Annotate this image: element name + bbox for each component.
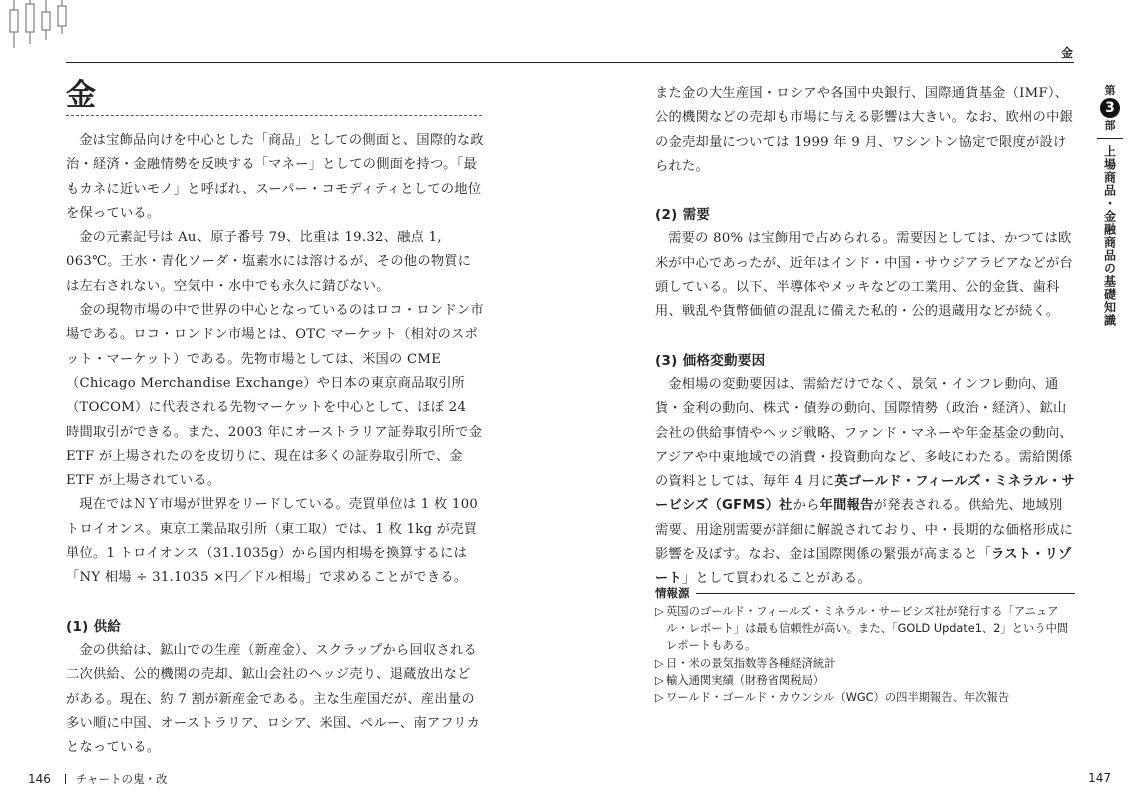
paragraph: また金の大生産国・ロシアや各国中央銀行、国際通貨基金（IMF）、公的機関などの売却も市場に与える影響は大きい。なお、欧州の中銀の金売却量については 1999 年 9 月、ワシントン協定で限度が設けられた。 [655,86,1074,174]
header-rule [66,62,1074,63]
left-column [66,129,484,760]
sources-box [655,585,1075,706]
part-number-badge: 3 [1100,98,1120,118]
triangle-bullet-icon: ▷ [655,691,664,705]
section-heading-factors: (3) 価格変動要因 [655,352,766,369]
page-number-right: 147 [1088,771,1111,785]
section-heading-supply: (1) 供給 [66,618,122,635]
keyword-annual-report: 年間報告 [819,498,874,514]
list-item: ▷ ワールド・ゴールド・カウンシル（WGC）の四半期報告、年次報告 [655,689,1075,706]
paragraph: 需要の 80% は宝飾用で占められる。需要因としては、かつては欧米が中心であったが、近年はインド・中国・サウジアラビアなどが台頭している。以下、半導体やメッキなどの工業用、公的金貨、歯科用、戦乱や貨幣価値の混乱に備えた私的・公的退蔵用などが続く。 [655,231,1073,320]
page-title: 金 [66,78,96,113]
part-side-tab: 第 3 部 上場商品・金融商品の基礎知識 [1094,84,1126,327]
running-header: 金 [1060,46,1073,60]
candlestick-decoration [0,0,80,52]
list-item: ▷ 日・米の景気指数等各種経済統計 [655,655,1075,672]
keyword-last-resort: ラスト・リゾート [655,547,1072,587]
triangle-bullet-icon: ▷ [655,605,664,618]
page-number-left: 146 [28,772,51,786]
list-item: ▷ 輸入通関実績（財務省関税局） [655,672,1075,689]
right-column [655,82,1075,592]
paragraph: 現在ではＮＹ市場が世界をリードしている。売買単位は 1 枚 100 トロイオンス。東京工業品取引所（東工取）では、1 枚 1kg が売買単位。1 トロイオンス（31.1035g）から国内相場を換算するには「NY 相場 ÷ 31.1035 ×円／ドル相場」で求めることができる。 [66,497,479,586]
paragraph: 金の供給は、鉱山での生産（新産金）、スクラップから回収される二次供給、公的機関の売却、鉱山会社のヘッジ売り、退蔵放出などがある。現在、約 7 割が新産金である。主な生産国だが、産出量の多い順に中国、オーストラリア、ロシア、米国、ペルー、南アフリカとなっている。 [66,642,481,756]
list-item: ▷ 英国のゴールド・フィールズ・ミネラル・サービシズ社が発行する「アニュアル・レポート」は最も信頼性が高い。また、「GOLD Update1、2」という中間レポートもある。 [655,605,1069,653]
paragraph: 金の元素記号は Au、原子番号 79、比重は 19.32、融点 1, 063℃。王水・青化ソーダ・塩素水には溶けるが、その他の物質には左右されない。空気中・水中でも永久に錆びない。 [66,230,472,294]
section-heading-demand: (2) 需要 [655,207,711,224]
sources-heading: 情報源 [655,586,690,600]
paragraph-factors: 金相場の変動要因は、需給だけでなく、景気・インフレ動向、通貨・金利の動向、株式・債券の動向、国際情勢（政治・経済）、鉱山会社の供給事情やヘッジ戦略、ファンド・マネーや年金基金の動向、アジアや中東地域での消費・投資動向など、多岐にわたる。需給関係の資料としては、毎年 4 月に英ゴールド・フィールズ・ミネラル・サービシズ（GFMS）社から年間報告が発表される。供給先、地域別需要、用途別需要が詳細に解説されており、中・長期的な価格形成に影響を及ぼす。なお、金は国際関係の緊張が高まると「ラスト・リゾート」として買われることがある。 [655,376,1075,587]
footer-left [28,771,168,787]
triangle-bullet-icon: ▷ [655,673,664,687]
triangle-bullet-icon: ▷ [655,656,664,670]
paragraph: 金の現物市場の中で世界の中心となっているのはロコ・ロンドン市場である。ロコ・ロンドン市場とは、OTC マーケット（相対のスポット・マーケット）である。先物市場としては、米国の CME（Chicago Merchandise Exchange）や日本の東京商品取引所（TOCOM）に代表される先物マーケットを中心として、ほぼ 24 時間取引ができる。また、2003 年にオーストラリア証券取引所で金 ETF が上場されたのを皮切りに、現在は多くの証券取引所で、金 ETF が上場されている。 [66,303,484,489]
title-dashed-rule [66,115,482,116]
book-title: チャートの鬼・改 [75,772,168,786]
keyword-gfms: 英ゴールド・フィールズ・ミネラル・サービシズ（GFMS）社 [655,474,1075,514]
part-title-vertical: 上場商品・金融商品の基礎知識 [1102,145,1117,327]
paragraph: 金は宝飾品向けを中心とした「商品」としての側面と、国際的な政治・経済・金融情勢を反映する「マネー」としての側面を持つ。「最もカネに近いモノ」と呼ばれ、スーパー・コモディティとしての地位を保っている。 [66,133,484,221]
